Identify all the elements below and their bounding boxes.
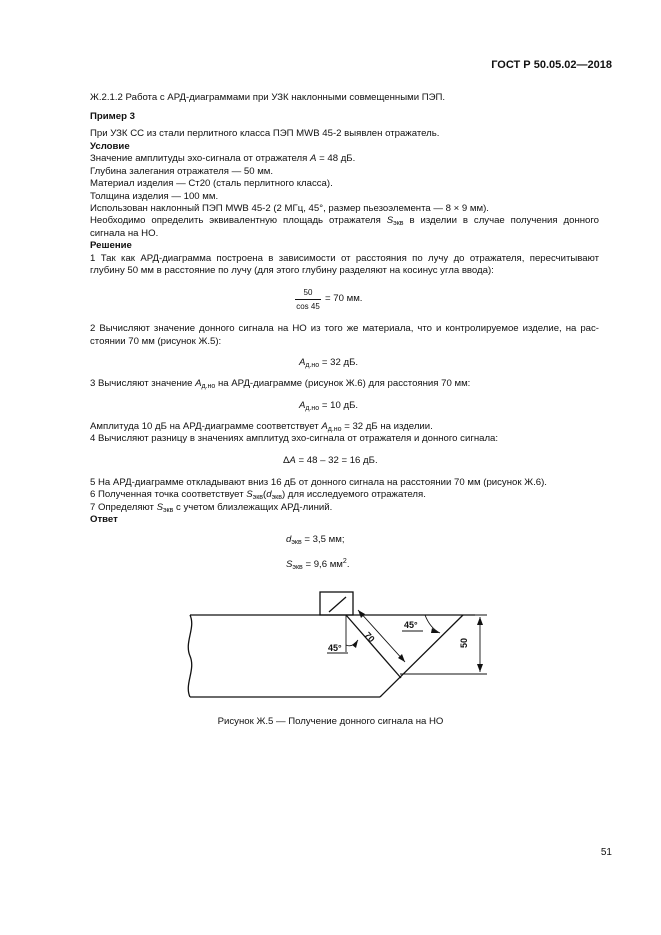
step-4: 4 Вычисляют разницу в значениях амплитуд эхо-сигнала от отражателя и донного сигнала:: [90, 433, 499, 444]
beam-length-label: 70: [362, 630, 377, 645]
condition-depth: Глубина залегания отражателя — 50 мм.: [90, 166, 274, 177]
step-2-line-1: 2 Вычисляют значение донного сигнала на НО из того же материала, что и контролируемое изделие, на рас-: [90, 323, 599, 334]
arrow-head: [477, 617, 483, 625]
amplitude-correspondence: Амплитуда 10 дБ на АРД-диаграмме соответствует $A_{д.но} = 32$ дБ на изделии.: [90, 421, 433, 433]
condition-thickness: Толщина изделия — 100 мм.: [90, 191, 219, 202]
condition-probe: Использован наклонный ПЭП MWB 45-2 (2 МГц, 45°, размер пьезоэлемента — 8 × 9 мм).: [90, 203, 489, 214]
answer-d: $d_{экв} = 3,5$ мм;: [286, 534, 345, 546]
eq1-denominator: cos 45: [296, 302, 320, 311]
solution-heading: Решение: [90, 240, 132, 251]
answer-heading: Ответ: [90, 514, 118, 525]
standard-header: ГОСТ Р 50.05.02—2018: [491, 59, 612, 71]
condition-heading: Условие: [90, 141, 130, 152]
eq4: ΔA = 48 – 32 = 16 дБ.: [283, 455, 378, 466]
eq3: $A_{д.но} = 10$ дБ.: [299, 400, 359, 412]
step-2-line-2: стоянии 70 мм (рисунок Ж.5):: [90, 336, 222, 347]
example-title: Пример 3: [90, 111, 135, 122]
condition-material: Материал изделия — Ст20 (сталь перлитного класса).: [90, 178, 333, 189]
step-6: 6 Полученная точка соответствует $S_{экв}(d_{экв})$ для исследуемого отражателя.: [90, 489, 426, 501]
step-3: 3 Вычисляют значение $A_{д.но}$ на АРД-диаграмме (рисунок Ж.6) для расстояния 70 мм:: [90, 378, 471, 390]
eq2: $A_{д.но} = 32$ дБ.: [299, 357, 359, 369]
arrow-head: [431, 628, 439, 633]
specimen-break-line: [188, 615, 191, 697]
probe-box: [320, 592, 353, 615]
thickness-label: 50: [459, 637, 469, 648]
angle-label-left: 45°: [328, 643, 342, 653]
eq1-numerator: 50: [303, 288, 313, 297]
eq1-result: = 70 мм.: [325, 293, 363, 304]
step-7: 7 Определяют $S_{экв}$ с учетом близлежащих АРД-линий.: [90, 502, 333, 514]
answer-s: $S_{экв} = 9,6$ $мм^2$.: [286, 558, 350, 571]
section-title: Ж.2.1.2 Работа с АРД-диаграммами при УЗК наклонными совмещенными ПЭП.: [90, 92, 446, 103]
task-line-2: сигнала на НО.: [90, 228, 159, 239]
task-line-1: Необходимо определить эквивалентную площадь отражателя $S_{экв}$ в изделии в случае получения донного: [90, 215, 600, 227]
specimen-bevel-edge: [380, 615, 463, 697]
step-1-line-2: глубину 50 мм в расстояние по лучу (для этого глубину разделяют на косинус угла ввода):: [90, 265, 494, 276]
step-1-line-1: 1 Так как АРД-диаграмма построена в зависимости от расстояния по лучу до отражателя, пересчитывают: [90, 253, 599, 264]
condition-amplitude: Значение амплитуды эхо-сигнала от отражателя A = 48 дБ.: [90, 153, 356, 164]
angle-label-right: 45°: [404, 620, 418, 630]
arrow-head: [352, 640, 358, 648]
arrow-head: [477, 664, 483, 672]
figure-caption: Рисунок Ж.5 — Получение донного сигнала на НО: [217, 716, 444, 727]
example-intro: При УЗК СС из стали перлитного класса ПЭП MWB 45-2 выявлен отражатель.: [90, 128, 440, 139]
page-number: 51: [600, 847, 612, 858]
step-5: 5 На АРД-диаграмме откладывают вниз 16 дБ от донного сигнала на расстоянии 70 мм (рисунок Ж.6).: [90, 477, 547, 488]
probe-element: [329, 597, 346, 612]
